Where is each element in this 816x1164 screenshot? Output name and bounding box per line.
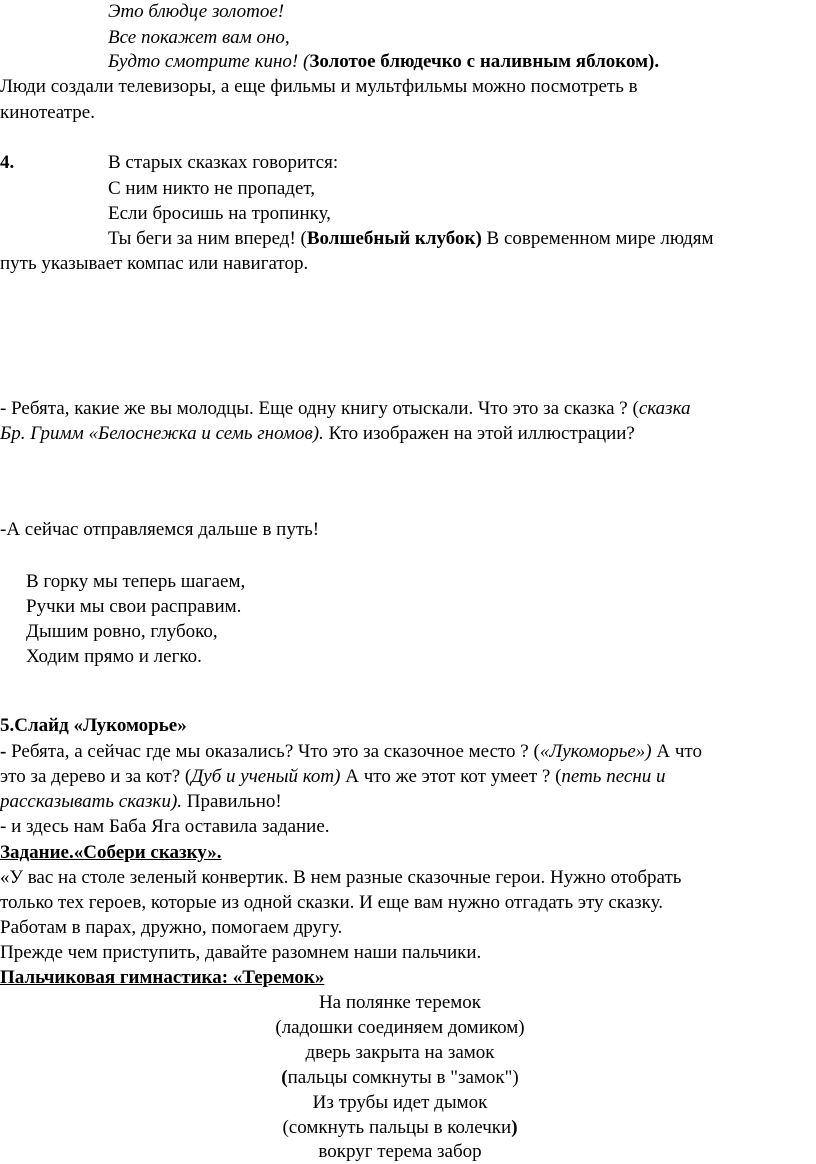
riddle4-answer: Волшебный клубок) [306, 228, 482, 249]
slide5-q1-answer: «Лукоморье») [539, 741, 652, 762]
task-title: Задание.«Собери сказку». [0, 842, 222, 863]
slide5-question-line3 [0, 790, 282, 814]
riddle4-line4-end: В современном мире людям [481, 228, 714, 249]
journey-poem-line: Ходим прямо и легко. [26, 646, 202, 667]
gymnastics-line6-text: (сомкнуть пальцы в колечки [282, 1117, 512, 1138]
riddle3-line2: Все покажет вам оно, [108, 27, 290, 48]
gymnastics-title: Пальчиковая гимнастика: «Теремок» [0, 967, 325, 988]
slide5-q1-end: А что [651, 741, 702, 762]
riddle3-answer: Золотое блюдечко с наливным яблоком). [309, 51, 660, 72]
gymnastics-line7: вокруг терема забор [318, 1141, 482, 1162]
gymnastics-line4-text: пальцы сомкнуты в "замок") [287, 1067, 519, 1088]
snow-white-answer-start: сказка [638, 398, 691, 419]
gymnastics-line6-paren: ) [511, 1117, 518, 1138]
journey-poem-line: Ручки мы свои расправим. [26, 596, 242, 617]
snow-white-question: - Ребята, какие же вы молодцы. Еще одну книгу отыскали. Что это за сказка ? ( [0, 398, 639, 419]
slide5-q2-answer: Дуб и ученый кот) [191, 766, 341, 787]
riddle3-line3 [108, 50, 659, 74]
journey-poem-line: Дышим ровно, глубоко, [26, 621, 218, 642]
snow-white-line1 [0, 397, 691, 421]
slide5-q2-start: это за дерево и за кот? ( [0, 766, 192, 787]
slide5-title: 5.Слайд «Лукоморье» [0, 715, 187, 736]
slide5-q2-answer2: петь песни и [561, 766, 666, 787]
slide5-baba-yaga: - и здесь нам Баба Яга оставила задание. [0, 816, 330, 837]
task-line3: Работам в парах, дружно, помогаем другу. [0, 917, 343, 938]
slide5-question-line2 [0, 765, 666, 789]
slide5-q1-text: Ребята, а сейчас где мы оказались? Что это за сказочное место ? ( [6, 741, 540, 762]
gymnastics-line5: Из трубы идет дымок [312, 1092, 488, 1113]
gymnastics-line: На полянке теремок [318, 992, 482, 1013]
riddle3-comment-line2: кинотеатре. [0, 102, 95, 123]
snow-white-line2 [0, 422, 635, 446]
slide5-q3-end: Правильно! [182, 791, 282, 812]
riddle3-line3-text: Будто смотрите кино! ( [108, 51, 310, 72]
riddle4-line4 [108, 227, 714, 251]
gymnastics-line4-paren: ( [281, 1067, 288, 1088]
task-line1: «У вас на столе зеленый конвертик. В нем разные сказочные герои. Нужно отобрать [0, 867, 682, 888]
riddle3-comment-line1: Люди создали телевизоры, а еще фильмы и мультфильмы можно посмотреть в [0, 76, 638, 97]
riddle4-line2: С ним никто не пропадет, [108, 178, 315, 199]
slide5-q3-answer: рассказывать сказки). [0, 791, 183, 812]
journey-poem-line: В горку мы теперь шагаем, [26, 571, 246, 592]
snow-white-answer-end: Бр. Гримм «Белоснежка и семь гномов). [0, 423, 324, 444]
slide5-q2-mid: А что же этот кот умеет ? ( [340, 766, 562, 787]
task-line2: только тех героев, которые из одной сказки. И еще вам нужно отгадать эту сказку. [0, 892, 663, 913]
gymnastics-line: дверь закрыта на замок [305, 1042, 495, 1063]
gymnastics-line6 [0, 1116, 800, 1140]
task-line4: Прежде чем приступить, давайте разомнем наши пальчики. [0, 942, 482, 963]
riddle3-line1: Это блюдце золотое! [108, 1, 285, 22]
snow-white-illustration-question: Кто изображен на этой иллюстрации? [323, 423, 635, 444]
slide5-question-line1 [0, 740, 702, 764]
riddle4-line3: Если бросишь на тропинку, [108, 203, 331, 224]
journey-intro: -А сейчас отправляемся дальше в путь! [0, 519, 320, 540]
riddle4-line5: путь указывает компас или навигатор. [0, 253, 309, 274]
riddle4-line4-start: Ты беги за ним вперед! ( [108, 228, 307, 249]
gymnastics-line: (ладошки соединяем домиком) [275, 1017, 525, 1038]
gymnastics-line4 [0, 1066, 800, 1090]
riddle4-number: 4. [0, 152, 15, 173]
slide5-dash: - [0, 741, 7, 762]
riddle4-line1: В старых сказках говорится: [108, 152, 339, 173]
